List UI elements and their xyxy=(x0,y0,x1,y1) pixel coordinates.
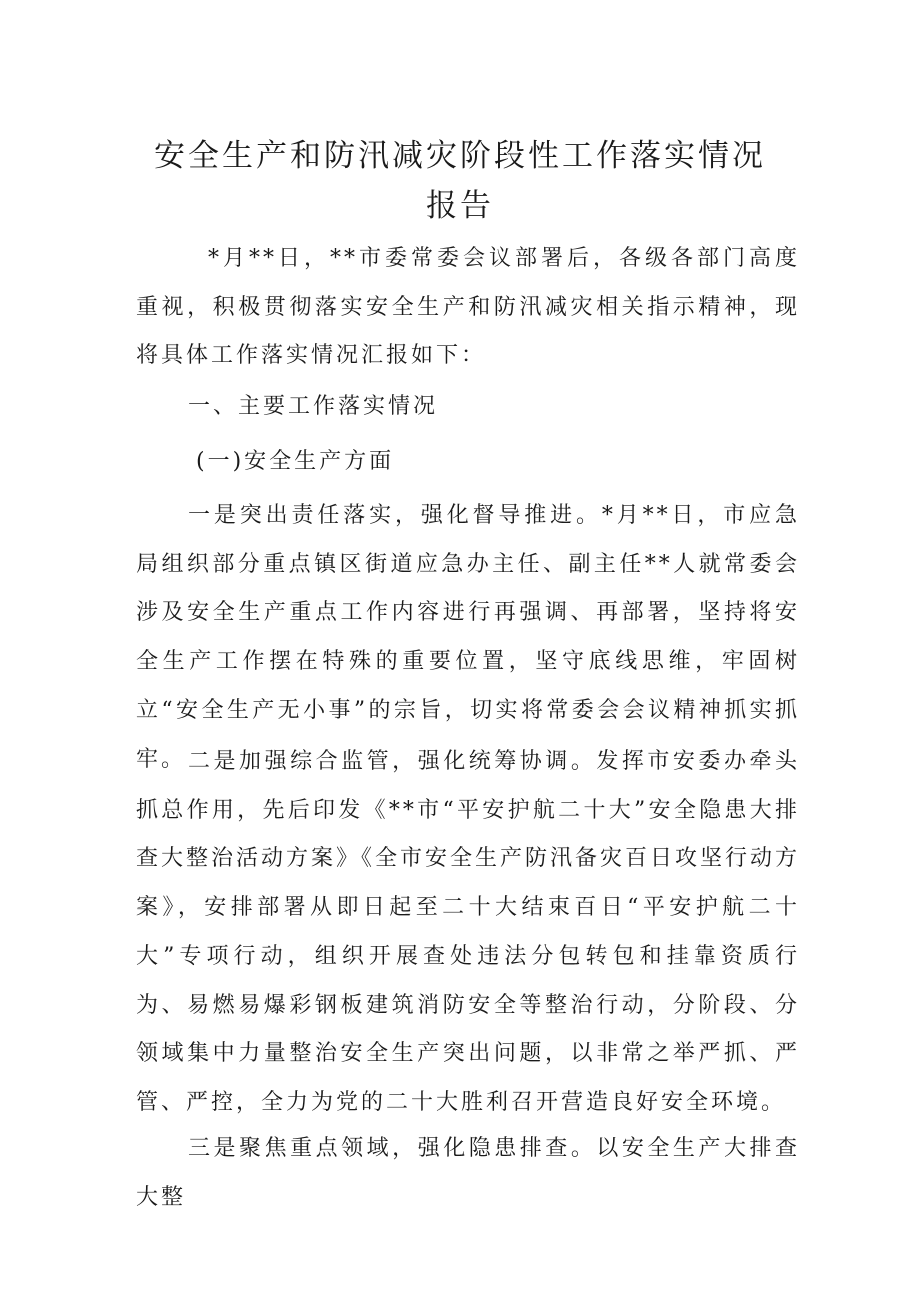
document-title-line-2: 报告 xyxy=(426,188,494,224)
paragraph-2: 二是加强综合监管，强化统筹协调。发挥市安委办牵头抓总作用，先后印发《**市“平安护航二十大”安全隐患大排查大整治活动方案》《全市安全生产防汛备灾百日攻坚行动方案》，安排部署从即日起至二十大结束百日“平安护航二十大”专项行动，组织开展查处违法分包转包和挂靠资质行为、易燃易爆彩钢板建筑消防安全等整治行动，分阶段、分领域集中力量整治安全生产突出问题，以非常之举严抓、严管、严控，全力为党的二十大胜利召开营造良好安全环境。 xyxy=(136,749,801,1115)
intro-paragraph: *月**日，**市委常委会议部署后，各级各部门高度重视，积极贯彻落实安全生产和防汛减灾相关指示精神，现将具体工作落实情况汇报如下： xyxy=(136,246,800,369)
paragraph-3: 三是聚焦重点领域，强化隐患排查。以安全生产大排查大整 xyxy=(136,1136,800,1210)
subsection-heading: (一)安全生产方面 xyxy=(196,449,395,474)
section-heading: 一、主要工作落实情况 xyxy=(188,394,439,419)
paragraph-1: 一是突出责任落实，强化督导推进。*月**日，市应急局组织部分重点镇区街道应急办主任、副主任**人就常委会涉及安全生产重点工作内容进行再强调、再部署，坚持将安全生产工作摆在特殊的重要位置，坚守底线思维，牢固树立“安全生产无小事”的宗旨，切实将常委会会议精神抓实抓牢。 xyxy=(136,503,800,772)
document-title-line-1: 安全生产和防汛减灾阶段性工作落实情况 xyxy=(154,138,766,174)
